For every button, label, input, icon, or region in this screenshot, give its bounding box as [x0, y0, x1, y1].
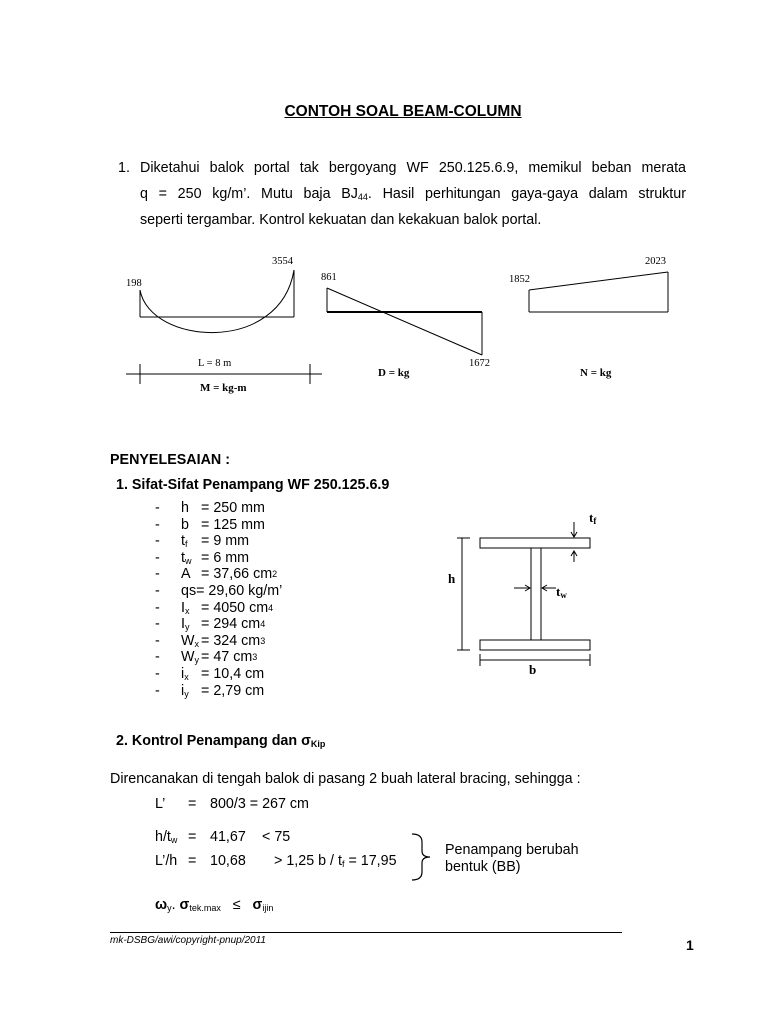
l-prime-rhs: 800/3 = 267 cm	[210, 796, 309, 812]
span-label: L = 8 m	[198, 358, 232, 369]
section2-heading-sub: Kip	[310, 739, 326, 749]
property-value: = 125 mm	[201, 516, 265, 533]
property-value: = 37,66 cm	[201, 566, 273, 583]
lh-value: 10,68	[210, 853, 246, 869]
bullet-dash: -	[155, 682, 160, 699]
property-value: = 2,79 cm	[201, 682, 265, 699]
property-symbol-text: h	[181, 500, 189, 516]
bottom-flange	[480, 640, 590, 650]
property-symbol-sub: w	[184, 555, 192, 566]
property-value: = 250 mm	[201, 500, 265, 516]
normal-right-value: 2023	[645, 256, 666, 267]
property-symbol	[181, 633, 201, 650]
property-exponent: 4	[260, 619, 266, 630]
tw-label	[556, 584, 567, 600]
property-exponent: 3	[252, 652, 258, 663]
property-symbol	[181, 616, 201, 633]
ht-eq: =	[188, 829, 197, 845]
shear-left-value: 861	[321, 272, 337, 283]
property-symbol	[181, 600, 201, 617]
property-symbol-text: A	[181, 566, 191, 583]
lh-compare-tail: = 17,95	[344, 853, 397, 869]
property-symbol-text: W	[181, 649, 195, 666]
property-symbol	[181, 649, 201, 666]
leq-symbol: ≤	[232, 897, 241, 913]
shear-caption: D = kg	[378, 367, 410, 379]
property-symbol-text: t	[181, 549, 185, 566]
ht-lhs-text: h/t	[155, 829, 171, 845]
property-row	[155, 533, 282, 550]
property-symbol-text: I	[181, 599, 185, 616]
normal-diagram	[529, 272, 668, 312]
moment-curve	[140, 270, 294, 333]
problem-line-2-head: q = 250 kg/m’. Mutu baja BJ	[140, 186, 358, 202]
shear-line	[327, 288, 482, 355]
section-properties-list	[155, 500, 282, 699]
property-symbol-sub: y	[184, 688, 189, 699]
conclusion-text	[445, 842, 579, 876]
ht-lhs	[155, 829, 177, 845]
bullet-dash: -	[155, 516, 160, 533]
ht-lhs-sub: w	[170, 835, 178, 845]
property-symbol	[181, 517, 201, 534]
tf-label	[589, 510, 596, 526]
footer-text: mk-DSBG/awi/copyright-pnup/2011	[110, 935, 266, 946]
lh-compare-text: > 1,25 b / t	[274, 853, 342, 869]
property-row	[155, 649, 282, 666]
formula-dot: .	[171, 897, 176, 913]
bullet-dash: -	[155, 665, 160, 682]
property-symbol	[181, 666, 201, 683]
property-row	[155, 517, 282, 534]
property-symbol-text: i	[181, 665, 185, 682]
page-number: 1	[686, 937, 694, 953]
property-value: = 324 cm	[201, 632, 261, 649]
problem-line-3: seperti tergambar. Kontrol kekuatan dan kekakuan balok portal.	[140, 212, 542, 228]
lh-compare	[274, 853, 397, 869]
property-symbol-text: t	[181, 533, 185, 550]
section2-heading-text: 2. Kontrol Penampang dan σ	[116, 733, 311, 749]
bullet-dash: -	[155, 582, 160, 599]
problem-number: 1.	[118, 160, 130, 176]
property-row	[155, 683, 282, 700]
property-value: = 29,60 kg/m’	[196, 582, 283, 599]
property-value: = 10,4 cm	[201, 665, 265, 682]
shear-right-value: 1672	[469, 358, 490, 369]
bullet-dash: -	[155, 649, 160, 666]
problem-line-1: Diketahui balok portal tak bergoyang WF 250.125.6.9, memikul beban merata	[140, 160, 686, 176]
bullet-dash: -	[155, 566, 160, 583]
bullet-dash: -	[155, 549, 160, 566]
tf-label-sym: t	[589, 510, 594, 525]
property-row	[155, 600, 282, 617]
sigma-ijin-sub: ijin	[262, 903, 274, 913]
sigma-tek-symbol: σ	[179, 897, 190, 913]
bullet-dash: -	[155, 599, 160, 616]
tw-label-sym: t	[556, 584, 561, 599]
property-symbol	[181, 566, 201, 583]
bullet-dash: -	[155, 500, 160, 516]
section2-heading	[116, 733, 325, 749]
sigma-ijin-symbol: σ	[252, 897, 263, 913]
property-row	[155, 666, 282, 683]
page-title: CONTOH SOAL BEAM-COLUMN	[284, 103, 522, 120]
ht-compare: < 75	[262, 829, 291, 845]
property-symbol-text: qs	[181, 582, 197, 599]
tw-label-sub: w	[560, 590, 567, 600]
property-symbol-sub: y	[194, 655, 199, 666]
property-row	[155, 550, 282, 567]
property-symbol-sub: y	[184, 622, 190, 633]
b-label: b	[529, 662, 537, 677]
property-value: = 6 mm	[201, 549, 250, 566]
property-symbol	[181, 683, 201, 700]
bullet-dash: -	[155, 616, 160, 633]
conclusion-brace	[408, 832, 438, 882]
moment-right-value: 3554	[272, 256, 293, 267]
property-symbol	[181, 533, 201, 550]
property-exponent: 2	[272, 569, 278, 580]
steel-grade-sub: 44	[357, 192, 368, 202]
property-value: = 47 cm	[201, 649, 253, 666]
solution-heading: PENYELESAIAN :	[110, 452, 230, 468]
h-label: h	[448, 571, 456, 586]
moment-left-value: 198	[126, 278, 142, 289]
property-row	[155, 566, 282, 583]
lh-eq: =	[188, 853, 197, 869]
property-row	[155, 583, 282, 600]
problem-line-2	[140, 181, 686, 210]
l-prime-eq: =	[188, 796, 197, 812]
property-value: = 9 mm	[201, 533, 250, 550]
property-symbol-sub: f	[184, 539, 188, 550]
ht-value: 41,67	[210, 829, 246, 845]
stability-formula	[155, 897, 273, 913]
property-row	[155, 500, 282, 517]
normal-caption: N = kg	[580, 367, 612, 379]
footer-rule	[110, 932, 622, 933]
property-exponent: 3	[260, 635, 266, 646]
section2-intro: Direncanakan di tengah balok di pasang 2 buah lateral bracing, sehingga :	[110, 771, 581, 787]
property-symbol	[181, 500, 201, 517]
shear-diagram	[327, 288, 482, 355]
property-symbol-text: W	[181, 632, 195, 649]
property-symbol	[181, 583, 196, 600]
property-row	[155, 633, 282, 650]
property-value: = 294 cm	[201, 616, 261, 633]
bullet-dash: -	[155, 533, 160, 550]
wf-section-figure	[440, 510, 610, 680]
lh-lhs: L’/h	[155, 853, 178, 869]
property-row	[155, 616, 282, 633]
l-prime-lhs: L’	[155, 796, 166, 812]
property-symbol-text: b	[181, 516, 189, 533]
lh-compare-sub: f	[341, 859, 345, 869]
property-value: = 4050 cm	[201, 599, 269, 616]
moment-caption: M = kg-m	[200, 382, 247, 394]
property-symbol-sub: x	[184, 671, 189, 682]
top-flange	[480, 538, 590, 548]
omega-sub: y	[167, 903, 172, 913]
omega-symbol: ω	[155, 897, 168, 913]
conclusion-line-2: bentuk (BB)	[445, 859, 521, 875]
problem-line-2-tail: . Hasil perhitungan gaya-gaya dalam struktur	[367, 186, 686, 202]
tf-label-sub: f	[593, 516, 597, 526]
property-symbol-sub: x	[184, 605, 190, 616]
bullet-dash: -	[155, 632, 160, 649]
section1-heading: 1. Sifat-Sifat Penampang WF 250.125.6.9	[116, 477, 390, 493]
conclusion-line-1: Penampang berubah	[445, 842, 579, 858]
property-symbol-text: I	[181, 616, 185, 633]
property-symbol	[181, 550, 201, 567]
property-exponent: 4	[268, 602, 274, 613]
web	[531, 548, 541, 640]
normal-left-value: 1852	[509, 274, 530, 285]
normal-top-line	[529, 272, 668, 290]
property-symbol-sub: x	[194, 638, 199, 649]
sigma-tek-sub: tek.max	[189, 903, 221, 913]
property-symbol-text: i	[181, 682, 185, 699]
